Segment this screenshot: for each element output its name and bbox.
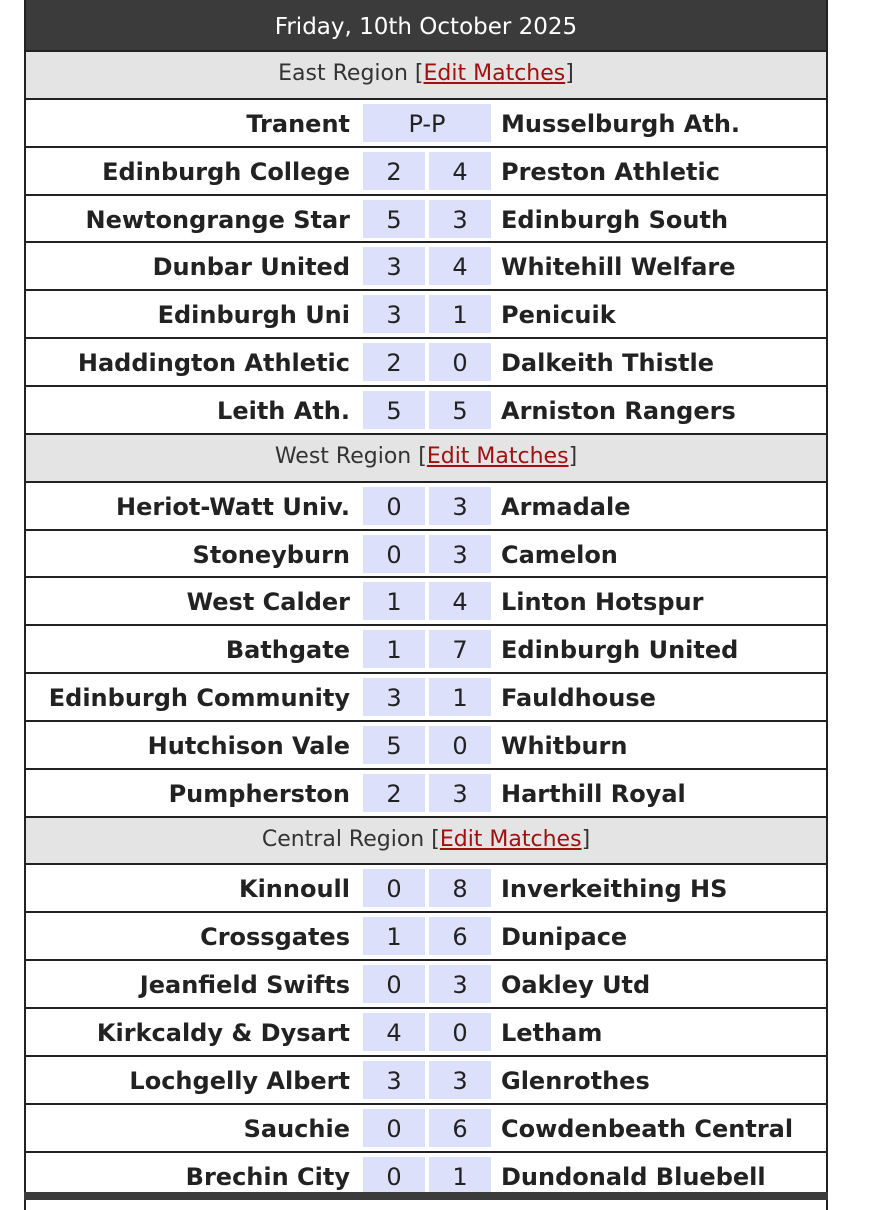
home-score: 3 [363, 295, 425, 333]
away-team: Dunipace [501, 923, 628, 951]
match-row[interactable] [24, 289, 828, 337]
match-row[interactable] [24, 1103, 828, 1151]
bracket-open: [ [424, 827, 440, 852]
match-row[interactable] [24, 1055, 828, 1103]
away-score: 8 [429, 869, 491, 907]
region-name: Central Region [261, 827, 425, 852]
home-team: Edinburgh Community [48, 684, 350, 712]
home-score: 5 [363, 391, 425, 429]
away-team: Harthill Royal [501, 780, 686, 808]
home-team: Edinburgh Uni [157, 301, 350, 329]
home-score: 2 [363, 343, 425, 381]
match-row[interactable] [24, 624, 828, 672]
home-team: Tranent [246, 110, 350, 138]
away-team: Preston Athletic [501, 158, 720, 186]
away-team: Dalkeith Thistle [501, 349, 715, 377]
home-team: Hutchison Vale [147, 732, 350, 760]
home-team: Pumpherston [168, 780, 350, 808]
home-team: Haddington Athletic [77, 349, 350, 377]
away-team: Oakley Utd [501, 971, 651, 999]
away-score: 3 [429, 774, 491, 812]
bracket-open: [ [407, 61, 424, 86]
home-team: Leith Ath. [217, 397, 350, 425]
match-row[interactable] [24, 241, 828, 289]
region-header [24, 50, 828, 98]
home-score: 0 [363, 869, 425, 907]
home-team: Sauchie [243, 1115, 350, 1143]
match-row[interactable] [24, 98, 828, 146]
away-score: 3 [429, 1061, 491, 1099]
home-score: 2 [363, 152, 425, 190]
match-row[interactable] [24, 529, 828, 577]
region-name: East Region [278, 61, 408, 86]
match-row[interactable] [24, 481, 828, 529]
table-footer-bar [24, 1192, 828, 1200]
away-team: Inverkeithing HS [501, 875, 728, 903]
away-team: Dundonald Bluebell [501, 1163, 766, 1191]
region-name: West Region [274, 444, 412, 469]
away-score: 4 [429, 582, 491, 620]
home-team: Jeanfield Swifts [139, 971, 350, 999]
bracket-close: ] [565, 61, 574, 86]
match-row[interactable] [24, 863, 828, 911]
bracket-close: ] [568, 444, 578, 469]
home-score: 5 [363, 200, 425, 238]
match-row[interactable] [24, 337, 828, 385]
match-row[interactable] [24, 194, 828, 242]
away-team: Letham [501, 1019, 603, 1047]
away-score: 4 [429, 247, 491, 285]
away-score: 3 [429, 200, 491, 238]
away-score: 1 [429, 678, 491, 716]
home-score: 3 [363, 247, 425, 285]
match-row[interactable] [24, 911, 828, 959]
bracket-open: [ [411, 444, 427, 469]
home-team: Heriot-Watt Univ. [116, 493, 350, 521]
home-score: 0 [363, 1157, 425, 1195]
away-score: 0 [429, 726, 491, 764]
away-team: Musselburgh Ath. [501, 110, 741, 138]
away-score: 7 [429, 630, 491, 668]
away-team: Armadale [501, 493, 631, 521]
away-score: 4 [429, 152, 491, 190]
away-team: Edinburgh South [501, 206, 729, 234]
away-score: 0 [429, 1013, 491, 1051]
home-team: Newtongrange Star [85, 206, 350, 234]
match-row[interactable] [24, 385, 828, 433]
match-row[interactable] [24, 672, 828, 720]
away-team: Fauldhouse [501, 684, 656, 712]
away-score: 3 [429, 965, 491, 1003]
home-team: Brechin City [185, 1163, 350, 1191]
home-team: Kinnoull [238, 875, 350, 903]
away-team: Cowdenbeath Central [501, 1115, 794, 1143]
match-row[interactable] [24, 768, 828, 816]
home-score: 0 [363, 487, 425, 525]
home-score: 2 [363, 774, 425, 812]
away-team: Glenrothes [501, 1067, 650, 1095]
home-team: Edinburgh College [102, 158, 350, 186]
home-team: West Calder [186, 588, 350, 616]
away-score: 5 [429, 391, 491, 429]
match-row[interactable] [24, 959, 828, 1007]
match-status: P-P [363, 104, 491, 142]
home-team: Stoneyburn [192, 541, 350, 569]
away-score: 3 [429, 487, 491, 525]
home-score: 1 [363, 917, 425, 955]
home-score: 1 [363, 630, 425, 668]
match-row[interactable] [24, 720, 828, 768]
away-team: Whitburn [501, 732, 628, 760]
away-score: 1 [429, 1157, 491, 1195]
away-team: Whitehill Welfare [501, 253, 736, 281]
home-score: 3 [363, 678, 425, 716]
home-team: Crossgates [200, 923, 350, 951]
home-team: Dunbar United [152, 253, 350, 281]
match-row[interactable] [24, 1007, 828, 1055]
away-score: 6 [429, 917, 491, 955]
home-team: Lochgelly Albert [129, 1067, 350, 1095]
away-team: Penicuik [501, 301, 616, 329]
home-score: 0 [363, 535, 425, 573]
home-score: 0 [363, 965, 425, 1003]
edit-matches-link[interactable]: Edit Matches [423, 61, 566, 86]
home-score: 4 [363, 1013, 425, 1051]
away-score: 1 [429, 295, 491, 333]
match-row[interactable] [24, 146, 828, 194]
home-score: 3 [363, 1061, 425, 1099]
home-score: 0 [363, 1109, 425, 1147]
home-team: Kirkcaldy & Dysart [96, 1019, 350, 1047]
edit-matches-link[interactable]: Edit Matches [426, 444, 569, 469]
match-row[interactable] [24, 576, 828, 624]
bracket-close: ] [581, 827, 591, 852]
away-score: 3 [429, 535, 491, 573]
away-score: 0 [429, 343, 491, 381]
home-score: 1 [363, 582, 425, 620]
away-team: Arniston Rangers [501, 397, 736, 425]
home-team: Bathgate [225, 636, 350, 664]
region-header [24, 433, 828, 481]
away-team: Camelon [501, 541, 618, 569]
away-team: Edinburgh United [501, 636, 739, 664]
away-score: 6 [429, 1109, 491, 1147]
region-header [24, 816, 828, 864]
away-team: Linton Hotspur [501, 588, 704, 616]
edit-matches-link[interactable]: Edit Matches [439, 827, 582, 852]
date-header: Friday, 10th October 2025 [24, 0, 828, 50]
home-score: 5 [363, 726, 425, 764]
